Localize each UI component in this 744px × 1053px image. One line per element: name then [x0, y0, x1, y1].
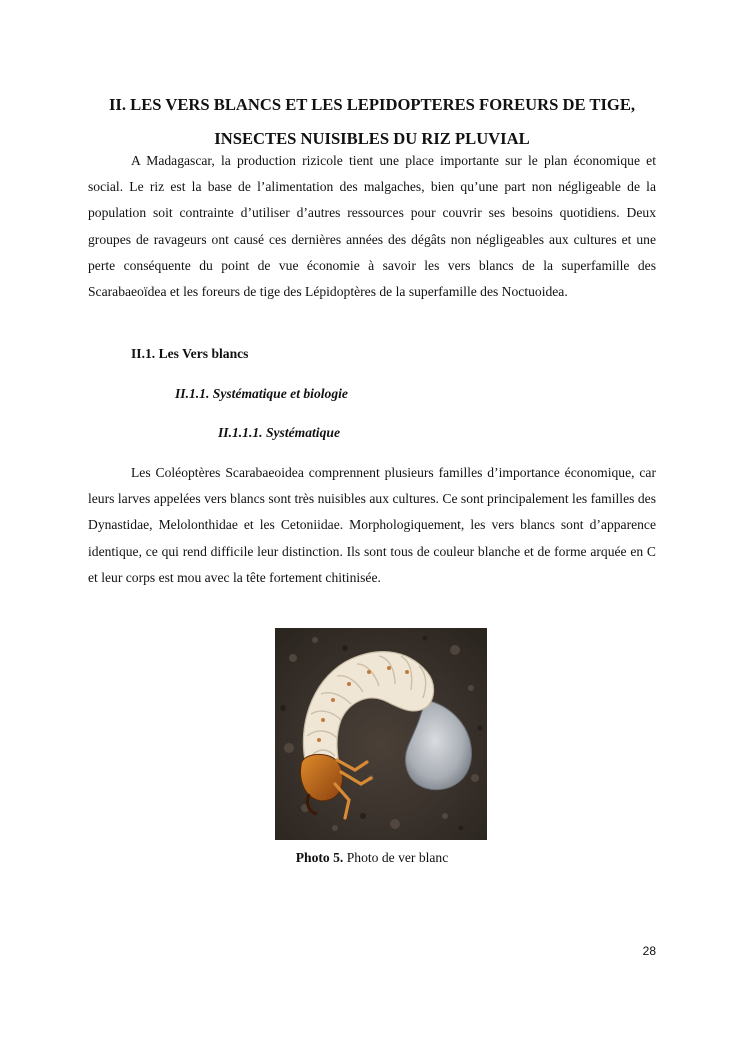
caption-text: Photo de ver blanc — [343, 850, 449, 865]
section-heading: II.1. Les Vers blancs — [131, 346, 249, 361]
page-number: 28 — [642, 944, 656, 958]
body-paragraph: Les Coléoptères Scarabaeoidea comprennent plusieurs familles d’importance économique, car leurs larves appelées vers blancs sont très nuisibles aux cultures. Ce sont principalement les familles des Dynastidae, Melolonthidae et les Cetoniidae. Morphologiquement, les vers blancs sont d’apparence identique, ce qui rend difficile leur distinction. Ils sont tous de couleur blanche et de forme arquée en C et leur corps est mou avec la tête fortement chitinisée. — [88, 465, 656, 585]
intro-paragraph: A Madagascar, la production rizicole tient une place importante sur le plan économique et social. Le riz est la base de l’alimentation des malgaches, bien qu’une part non négligeable de la population soit contrainte d’utiliser d’autres ressources pour couvrir ses besoins quotidiens. Deux groupes de ravageurs ont causé ces dernières années des dégâts non négligeables aux cultures et une perte conséquente du point de vue économie à savoir les vers blancs de la superfamille des Scarabaeoïdea et les foreurs de tige des Lépidoptères de la superfamille des Noctuoidea. — [88, 153, 656, 300]
title-line-1: II. LES VERS BLANCS ET LES LEPIDOPTERES FOREURS DE TIGE, — [108, 95, 636, 114]
figure-caption — [88, 850, 656, 866]
title-line-2: INSECTES NUISIBLES DU RIZ PLUVIAL — [214, 129, 530, 148]
subsection-heading: II.1.1. Systématique et biologie — [175, 386, 348, 401]
subsubsection-heading: II.1.1.1. Systématique — [218, 425, 340, 440]
white-grub-photo — [275, 628, 487, 840]
caption-label: Photo 5. — [295, 850, 344, 865]
page-title — [88, 88, 656, 156]
